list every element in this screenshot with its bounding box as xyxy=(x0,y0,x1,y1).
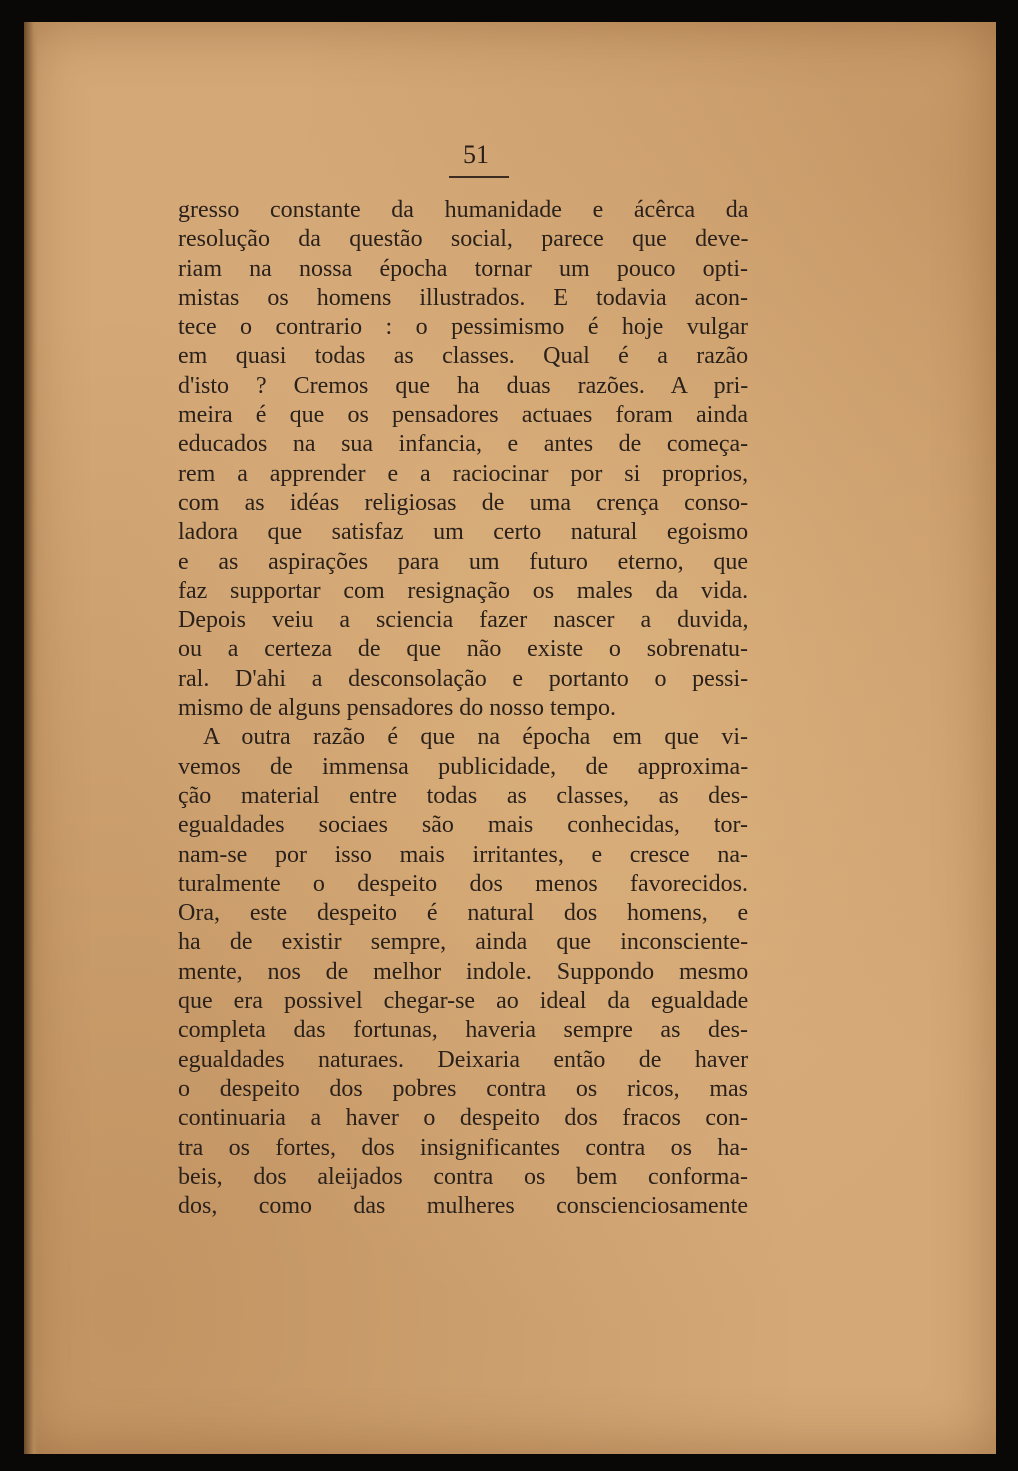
text-line: dos, como das mulheres conscienciosamente xyxy=(178,1193,748,1220)
text-line: egualdades naturaes. Deixaria então de haver xyxy=(178,1046,749,1073)
binding-fold xyxy=(24,22,38,1454)
text-line: turalmente o despeito dos menos favorecidos. xyxy=(178,870,748,897)
text-line: Depois veiu a sciencia fazer nascer a duvida, xyxy=(178,607,749,634)
page-number: 51 xyxy=(463,140,489,169)
text-line: ção material entre todas as classes, as des- xyxy=(178,782,749,809)
text-line: ha de existir sempre, ainda que inconsciente- xyxy=(178,929,749,956)
text-line: tra os fortes, dos insignificantes contra os ha- xyxy=(178,1134,748,1161)
text-line: A outra razão é que na épocha em que vi- xyxy=(203,724,748,751)
text-line: completa das fortunas, haveria sempre as des- xyxy=(178,1017,748,1044)
text-line: mismo de alguns pensadores do nosso tempo. xyxy=(178,695,616,722)
text-line: tece o contrario : o pessimismo é hoje vulgar xyxy=(178,314,748,341)
text-line: mistas os homens illustrados. E todavia acon- xyxy=(178,284,748,311)
text-line: vemos de immensa publicidade, de approxima- xyxy=(178,753,749,780)
text-line: gresso constante da humanidade e ácêrca da xyxy=(178,197,749,223)
text-line: ou a certeza de que não existe o sobrenatu- xyxy=(178,636,748,663)
text-line: riam na nossa épocha tornar um pouco opti- xyxy=(178,255,748,282)
text-line: d'isto ? Cremos que ha duas razões. A pri- xyxy=(178,372,749,399)
text-line: o despeito dos pobres contra os ricos, mas xyxy=(178,1075,748,1102)
text-line: ladora que satisfaz um certo natural egoismo xyxy=(178,519,749,546)
text-line: ral. D'ahi a desconsolação e portanto o pessi- xyxy=(178,665,749,692)
text-line: beis, dos aleijados contra os bem conforma- xyxy=(178,1163,748,1190)
text-line: resolução da questão social, parece que deve- xyxy=(178,226,749,253)
text-line: nam-se por isso mais irritantes, e cresce na- xyxy=(178,841,748,868)
body-text xyxy=(178,196,748,1221)
text-line: rem a apprender e a raciocinar por si proprios, xyxy=(178,460,749,487)
text-line: Ora, este despeito é natural dos homens, e xyxy=(178,900,749,927)
text-line: educados na sua infancia, e antes de começa- xyxy=(178,431,749,458)
text-line: em quasi todas as classes. Qual é a razão xyxy=(178,343,749,370)
text-line: mente, nos de melhor indole. Suppondo mesmo xyxy=(178,958,749,985)
text-line: continuaria a haver o despeito dos fracos con- xyxy=(178,1105,748,1132)
text-line: egualdades sociaes são mais conhecidas, tor- xyxy=(178,812,749,839)
text-line: que era possivel chegar-se ao ideal da egualdade xyxy=(178,988,749,1015)
text-line: e as aspirações para um futuro eterno, que xyxy=(178,548,748,575)
text-line: com as idéas religiosas de uma crença conso- xyxy=(178,489,749,516)
page-number-rule xyxy=(449,176,509,178)
text-line: faz supportar com resignação os males da vida. xyxy=(178,577,749,604)
text-line: meira é que os pensadores actuaes foram ainda xyxy=(178,402,748,429)
